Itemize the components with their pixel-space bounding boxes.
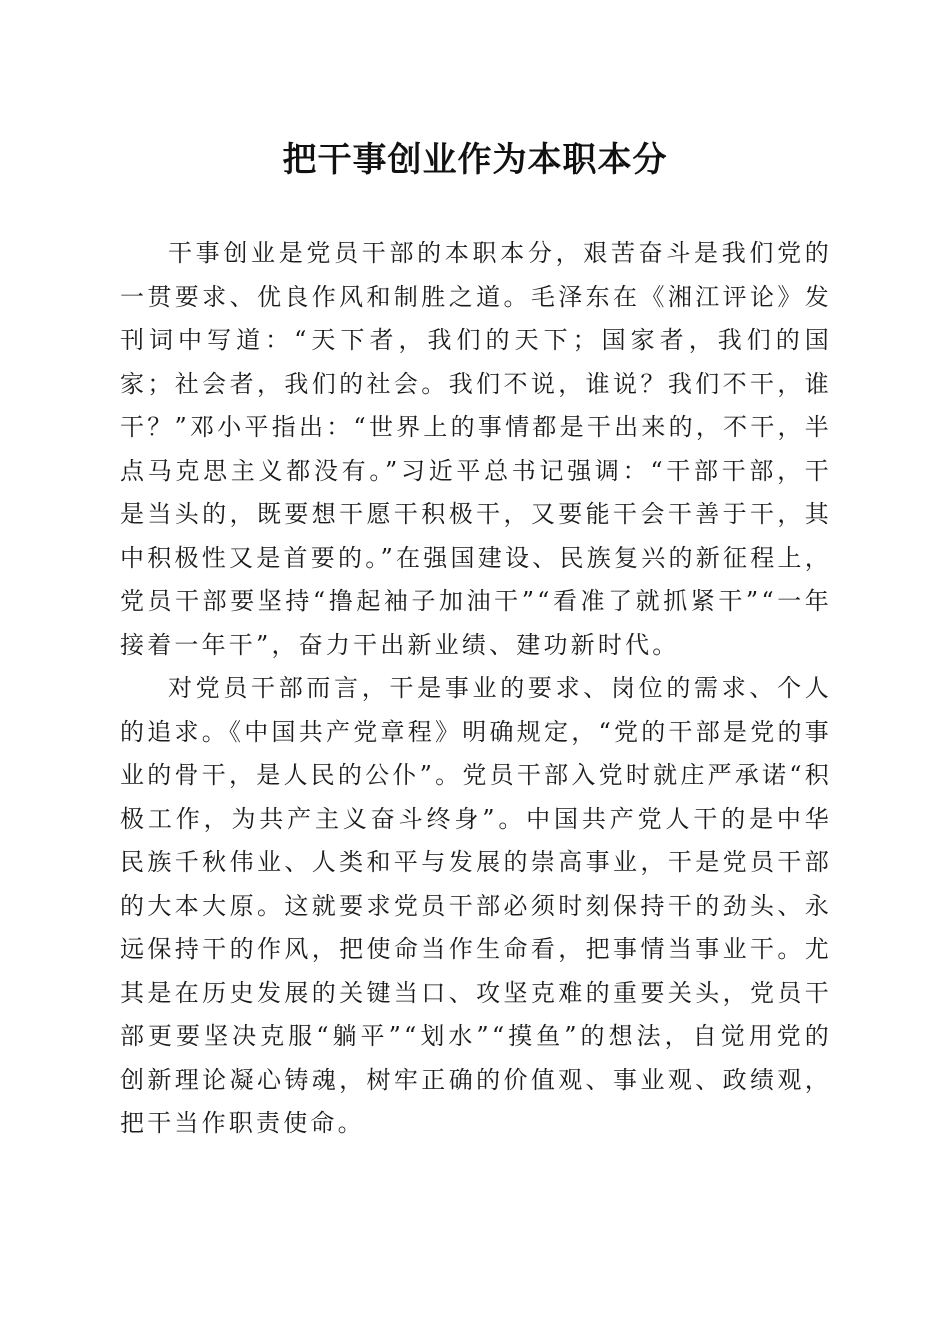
document-body bbox=[120, 232, 832, 1146]
paragraph-1: 干事创业是党员干部的本职本分，艰苦奋斗是我们党的一贯要求、优良作风和制胜之道。毛泽东在《湘江评论》发刊词中写道：“天下者，我们的天下；国家者，我们的国家；社会者，我们的社会。我们不说，谁说？我们不干，谁干？”邓小平指出：“世界上的事情都是干出来的，不干，半点马克思主义都没有。”习近平总书记强调：“干部干部，干是当头的，既要想干愿干积极干，又要能干会干善于干，其中积极性又是首要的。”在强国建设、民族复兴的新征程上，党员干部要坚持“撸起袖子加油干”“看准了就抓紧干”“一年接着一年干”，奋力干出新业绩、建功新时代。 bbox=[120, 239, 832, 659]
paragraph-2: 对党员干部而言，干是事业的要求、岗位的需求、个人的追求。《中国共产党章程》明确规定，“党的干部是党的事业的骨干，是人民的公仆”。党员干部入党时就庄严承诺“积极工作，为共产主义奋斗终身”。中国共产党人干的是中华民族千秋伟业、人类和平与发展的崇高事业，干是党员干部的大本大原。这就要求党员干部必须时刻保持干的劲头、永远保持干的作风，把使命当作生命看，把事情当事业干。尤其是在历史发展的关键当口、攻坚克难的重要关头，党员干部更要坚决克服“躺平”“划水”“摸鱼”的想法，自觉用党的创新理论凝心铸魂，树牢正确的价值观、事业观、政绩观，把干当作职责使命。 bbox=[120, 674, 832, 1137]
document-title: 把干事创业作为本职本分 bbox=[282, 140, 668, 180]
